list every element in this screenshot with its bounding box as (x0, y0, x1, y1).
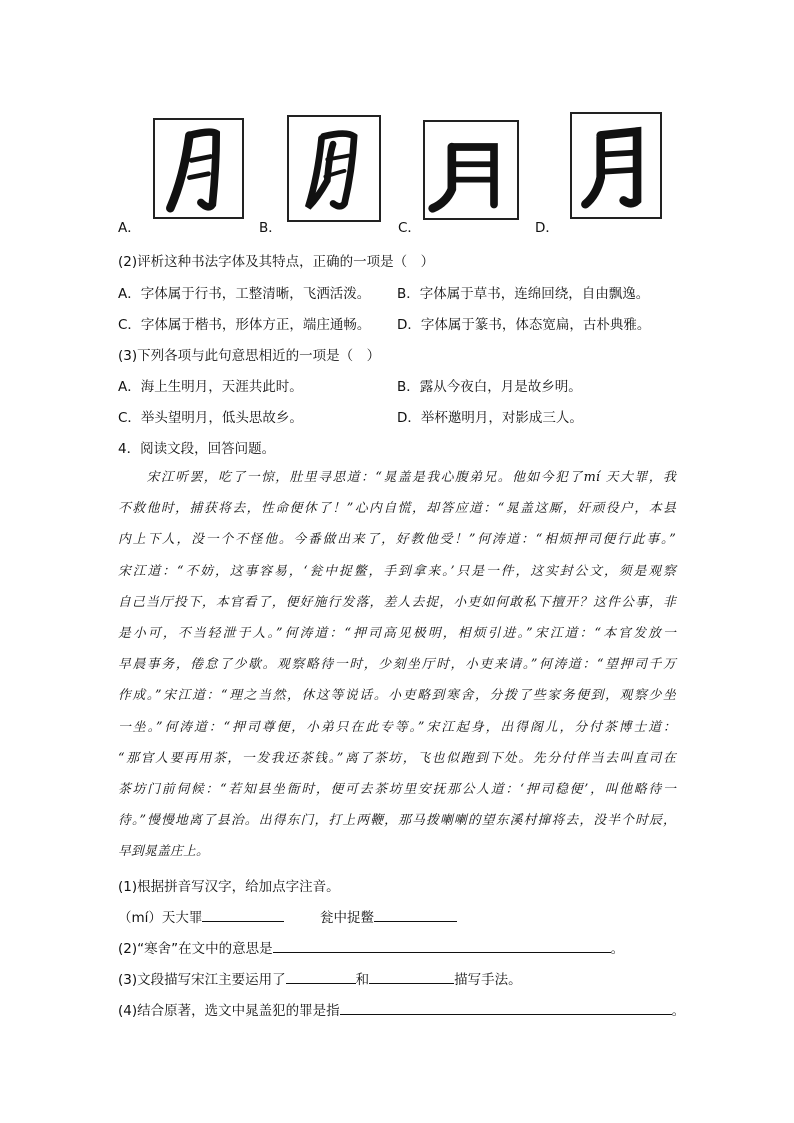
q4-sub3-mid: 和 (355, 972, 370, 988)
passage-line: 作成。”宋江道：“理之当然，休这等说话。小吏略到寒舍，分拨了些家务便到，观察少坐 (118, 688, 676, 704)
calligraphy-image-b[interactable] (287, 115, 381, 222)
option-b-label: B． (259, 220, 282, 236)
passage-line: 茶坊门前伺候：“若知县坐衙时，便可去茶坊里安抚那公人道：‘押司稳便’，叫他略待一 (118, 782, 676, 798)
q4-title: 4．阅读文段，回答问题。 (118, 441, 276, 457)
answer-blank-hanshe[interactable] (273, 938, 611, 953)
answer-blank-mi[interactable] (202, 907, 284, 922)
q4-sub1-item-b-text: 瓮中捉鳖 (320, 910, 374, 926)
q4-sub1-stem: (1)根据拼音写汉字，给加点字注音。 (118, 879, 340, 895)
moon-character-cursive-script-icon (289, 117, 379, 220)
passage-line: 宋江听罢，吃了一惊，肚里寻思道：“晁盖是我心腹弟兄。他如今犯了mí 天大罪，我 (118, 470, 676, 485)
q4-sub1-item-a (118, 906, 284, 926)
calligraphy-image-c[interactable] (423, 120, 519, 220)
q4-sub3-end: 描写手法。 (454, 972, 522, 988)
passage-line: 是小可，不当轻泄于人。”何涛道：“押司高见极明，相烦引进。”宋江道：“本官发放一 (118, 626, 676, 642)
passage-line: “那官人要再用茶，一发我还茶钱。”离了茶坊，飞也似跑到下处。先分付伴当去叫直司在 (118, 750, 676, 766)
q4-passage (118, 462, 676, 868)
q3-sub3-stem: (3)下列各项与此句意思相近的一项是（ ） (118, 348, 381, 364)
q4-sub1-item-b (320, 906, 457, 926)
q3-sub3-option-c[interactable]: C．举头望明月，低头思故乡。 (118, 410, 303, 426)
option-c-label: C． (398, 220, 421, 236)
q3-sub2-option-a[interactable]: A．字体属于行书，工整清晰，飞洒活泼。 (118, 286, 371, 302)
q4-sub3 (118, 968, 522, 988)
q4-sub3-stem: (3)文段描写宋江主要运用了 (118, 972, 286, 988)
q4-sub4-stem: (4)结合原著，选文中晁盖犯的罪是指 (118, 1003, 340, 1019)
q3-sub2-option-c[interactable]: C．字体属于楷书，形体方正，端庄通畅。 (118, 317, 371, 333)
option-d-label: D． (535, 220, 559, 236)
calligraphy-image-a[interactable] (153, 118, 244, 219)
moon-character-running-script-icon (155, 120, 242, 217)
q4-sub2-stem: (2)“寒舍”在文中的意思是 (118, 941, 273, 957)
answer-blank-crime[interactable] (340, 1000, 672, 1015)
passage-line: 不救他时，捕获将去，性命便休了！”心内自慌，却答应道：“晁盖这厮，奸顽役户，本县 (118, 501, 676, 517)
moon-character-seal-script-icon (425, 122, 517, 218)
answer-blank-bie[interactable] (374, 907, 457, 922)
passage-line: 早晨事务，倦怠了少歇。观察略待一时，少刻坐厅时，小吏来请。”何涛道：“望押司千万 (118, 657, 676, 673)
q3-sub3-option-d[interactable]: D．举杯邀明月，对影成三人。 (397, 410, 583, 426)
option-a-label: A． (118, 220, 141, 236)
q3-sub3-option-b[interactable]: B．露从今夜白，月是故乡明。 (397, 379, 582, 395)
q4-sub1-item-a-text: （mí）天大罪 (118, 910, 203, 926)
q3-sub2-option-d[interactable]: D．字体属于篆书，体态宽扁，古朴典雅。 (397, 317, 651, 333)
passage-line: 一坐。”何涛道：“押司尊便，小弟只在此专等。”宋江起身，出得阁儿，分付茶博士道： (118, 719, 676, 735)
q3-sub3-option-a[interactable]: A．海上生明月，天涯共此时。 (118, 379, 303, 395)
answer-blank-technique-2[interactable] (369, 969, 454, 984)
q4-sub2 (118, 937, 624, 957)
passage-line: 内上下人，没一个不怪他。今番做出来了，好教他受！”何涛道：“相烦押司便行此事。” (118, 532, 676, 548)
calligraphy-image-d[interactable] (570, 112, 662, 219)
passage-line: 待。”慢慢地离了县治。出得东门，打上两鞭，那马拨喇喇的望东溪村撺将去，没半个时辰， (118, 813, 676, 829)
passage-line: 早到晁盖庄上。 (118, 844, 209, 860)
q3-sub2-stem: (2)评析这种书法字体及其特点，正确的一项是（ ） (118, 254, 435, 270)
moon-character-regular-script-icon (572, 114, 660, 217)
q3-sub2-option-b[interactable]: B．字体属于草书，连绵回绕，自由飘逸。 (397, 286, 650, 302)
q4-sub4-end: 。 (671, 1003, 686, 1019)
q4-sub4 (118, 999, 685, 1019)
passage-line: 自己当厅投下，本官看了，便好施行发落，差人去捉，小吏如何敢私下擅开？这件公事，非 (118, 594, 676, 610)
passage-line: 宋江道：“不妨，这事容易，‘瓮中捉鳖，手到拿来。’只是一件，这实封公文，须是观察 (118, 563, 676, 579)
answer-blank-technique-1[interactable] (286, 969, 356, 984)
q4-sub2-end: 。 (610, 941, 625, 957)
